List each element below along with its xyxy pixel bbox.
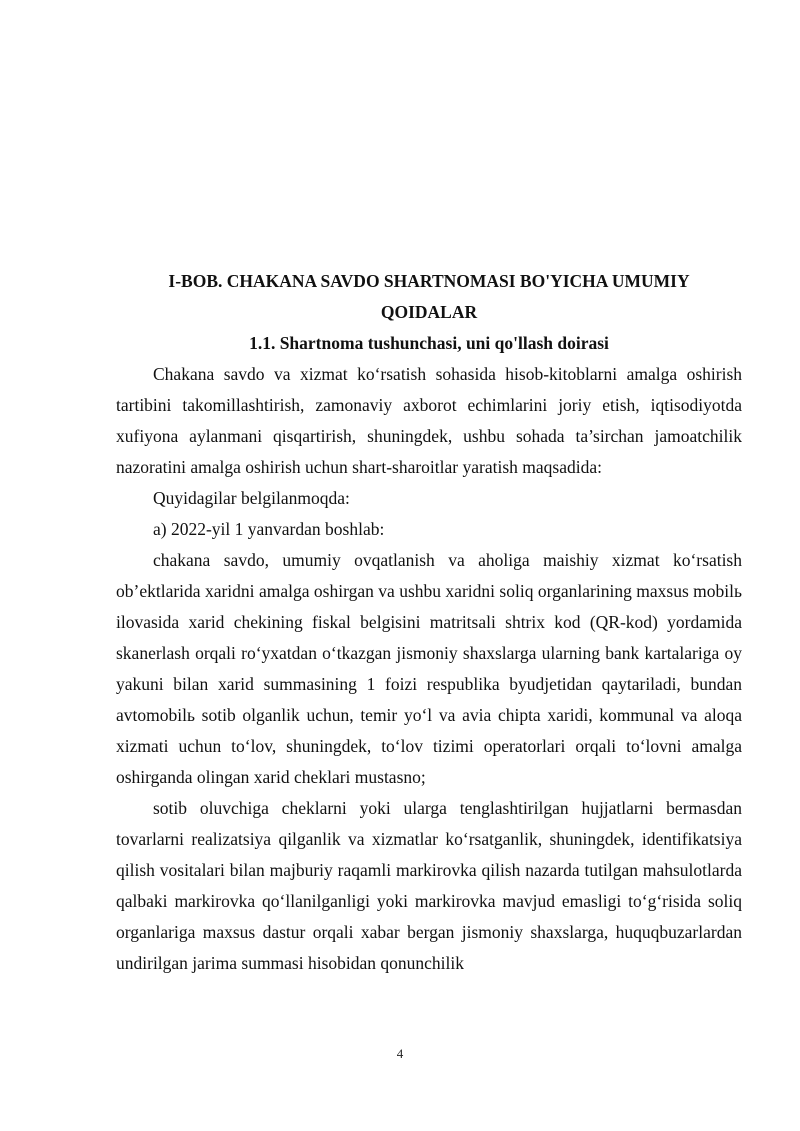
paragraph-intro: Chakana savdo va xizmat ko‘rsatish sohasida hisob-kitoblarni amalga oshirish tartibini takomillashtirish, zamonaviy axborot echimlarini joriy etish, iqtisodiyotda xufiyona aylanmani qisqartirish, shuningdek, ushbu sohada ta’sirchan jamoatchilik nazoratini amalga oshirish uchun shart-sharoitlar yaratish maqsadida: [116, 364, 742, 477]
paragraph-established: Quyidagilar belgilanmoqda: [153, 488, 350, 508]
paragraph-cashback: chakana savdo, umumiy ovqatlanish va aholiga maishiy xizmat ko‘rsatish ob’ektlarida xaridni amalga oshirgan va ushbu xaridni soliq organlarining maxsus mobilь ilovasida xarid chekining fiskal belgisini matritsali shtrix kod (QR-kod) yordamida skanerlash orqali ro‘yxatdan o‘tkazgan jismoniy shaxslarga ularning bank kartalariga oy yakuni bilan xarid summasining 1 foizi respublika byudjetidan qaytariladi, bundan avtomobilь sotib olganlik uchun, temir yo‘l va avia chipta xaridi, kommunal va aloqa xizmati uchun to‘lov, shuningdek, to‘lov tizimi operatorlari orqali to‘lovni amalga oshirganda olingan xarid cheklari mustasno; [116, 550, 742, 787]
chapter-title-line-2: QOIDALAR [380, 302, 478, 322]
document-page [116, 266, 742, 979]
chapter-title-line-1: I-BOB. CHAKANA SAVDO SHARTNOMASI BO'YICHA UMUMIY [168, 271, 690, 291]
page-number: 4 [396, 1046, 404, 1061]
paragraph-item-a: a) 2022-yil 1 yanvardan boshlab: [153, 519, 385, 539]
paragraph-reporting: sotib oluvchiga cheklarni yoki ularga tenglashtirilgan hujjatlarni bermasdan tovarlarni realizatsiya qilganlik va xizmatlar ko‘rsatganlik, shuningdek, identifikatsiya qilish vositalari bilan majburiy raqamli markirovka qilish nazarda tutilgan mahsulotlarda qalbaki markirovka qo‘llanilganligi yoki markirovka mavjud emasligi to‘g‘risida soliq organlariga maxsus dastur orqali xabar bergan jismoniy shaxslarga, huquqbuzarlardan undirilgan jarima summasi hisobidan qonunchilik [116, 798, 742, 973]
section-title: 1.1. Shartnoma tushunchasi, uni qo'llash doirasi [249, 333, 609, 353]
